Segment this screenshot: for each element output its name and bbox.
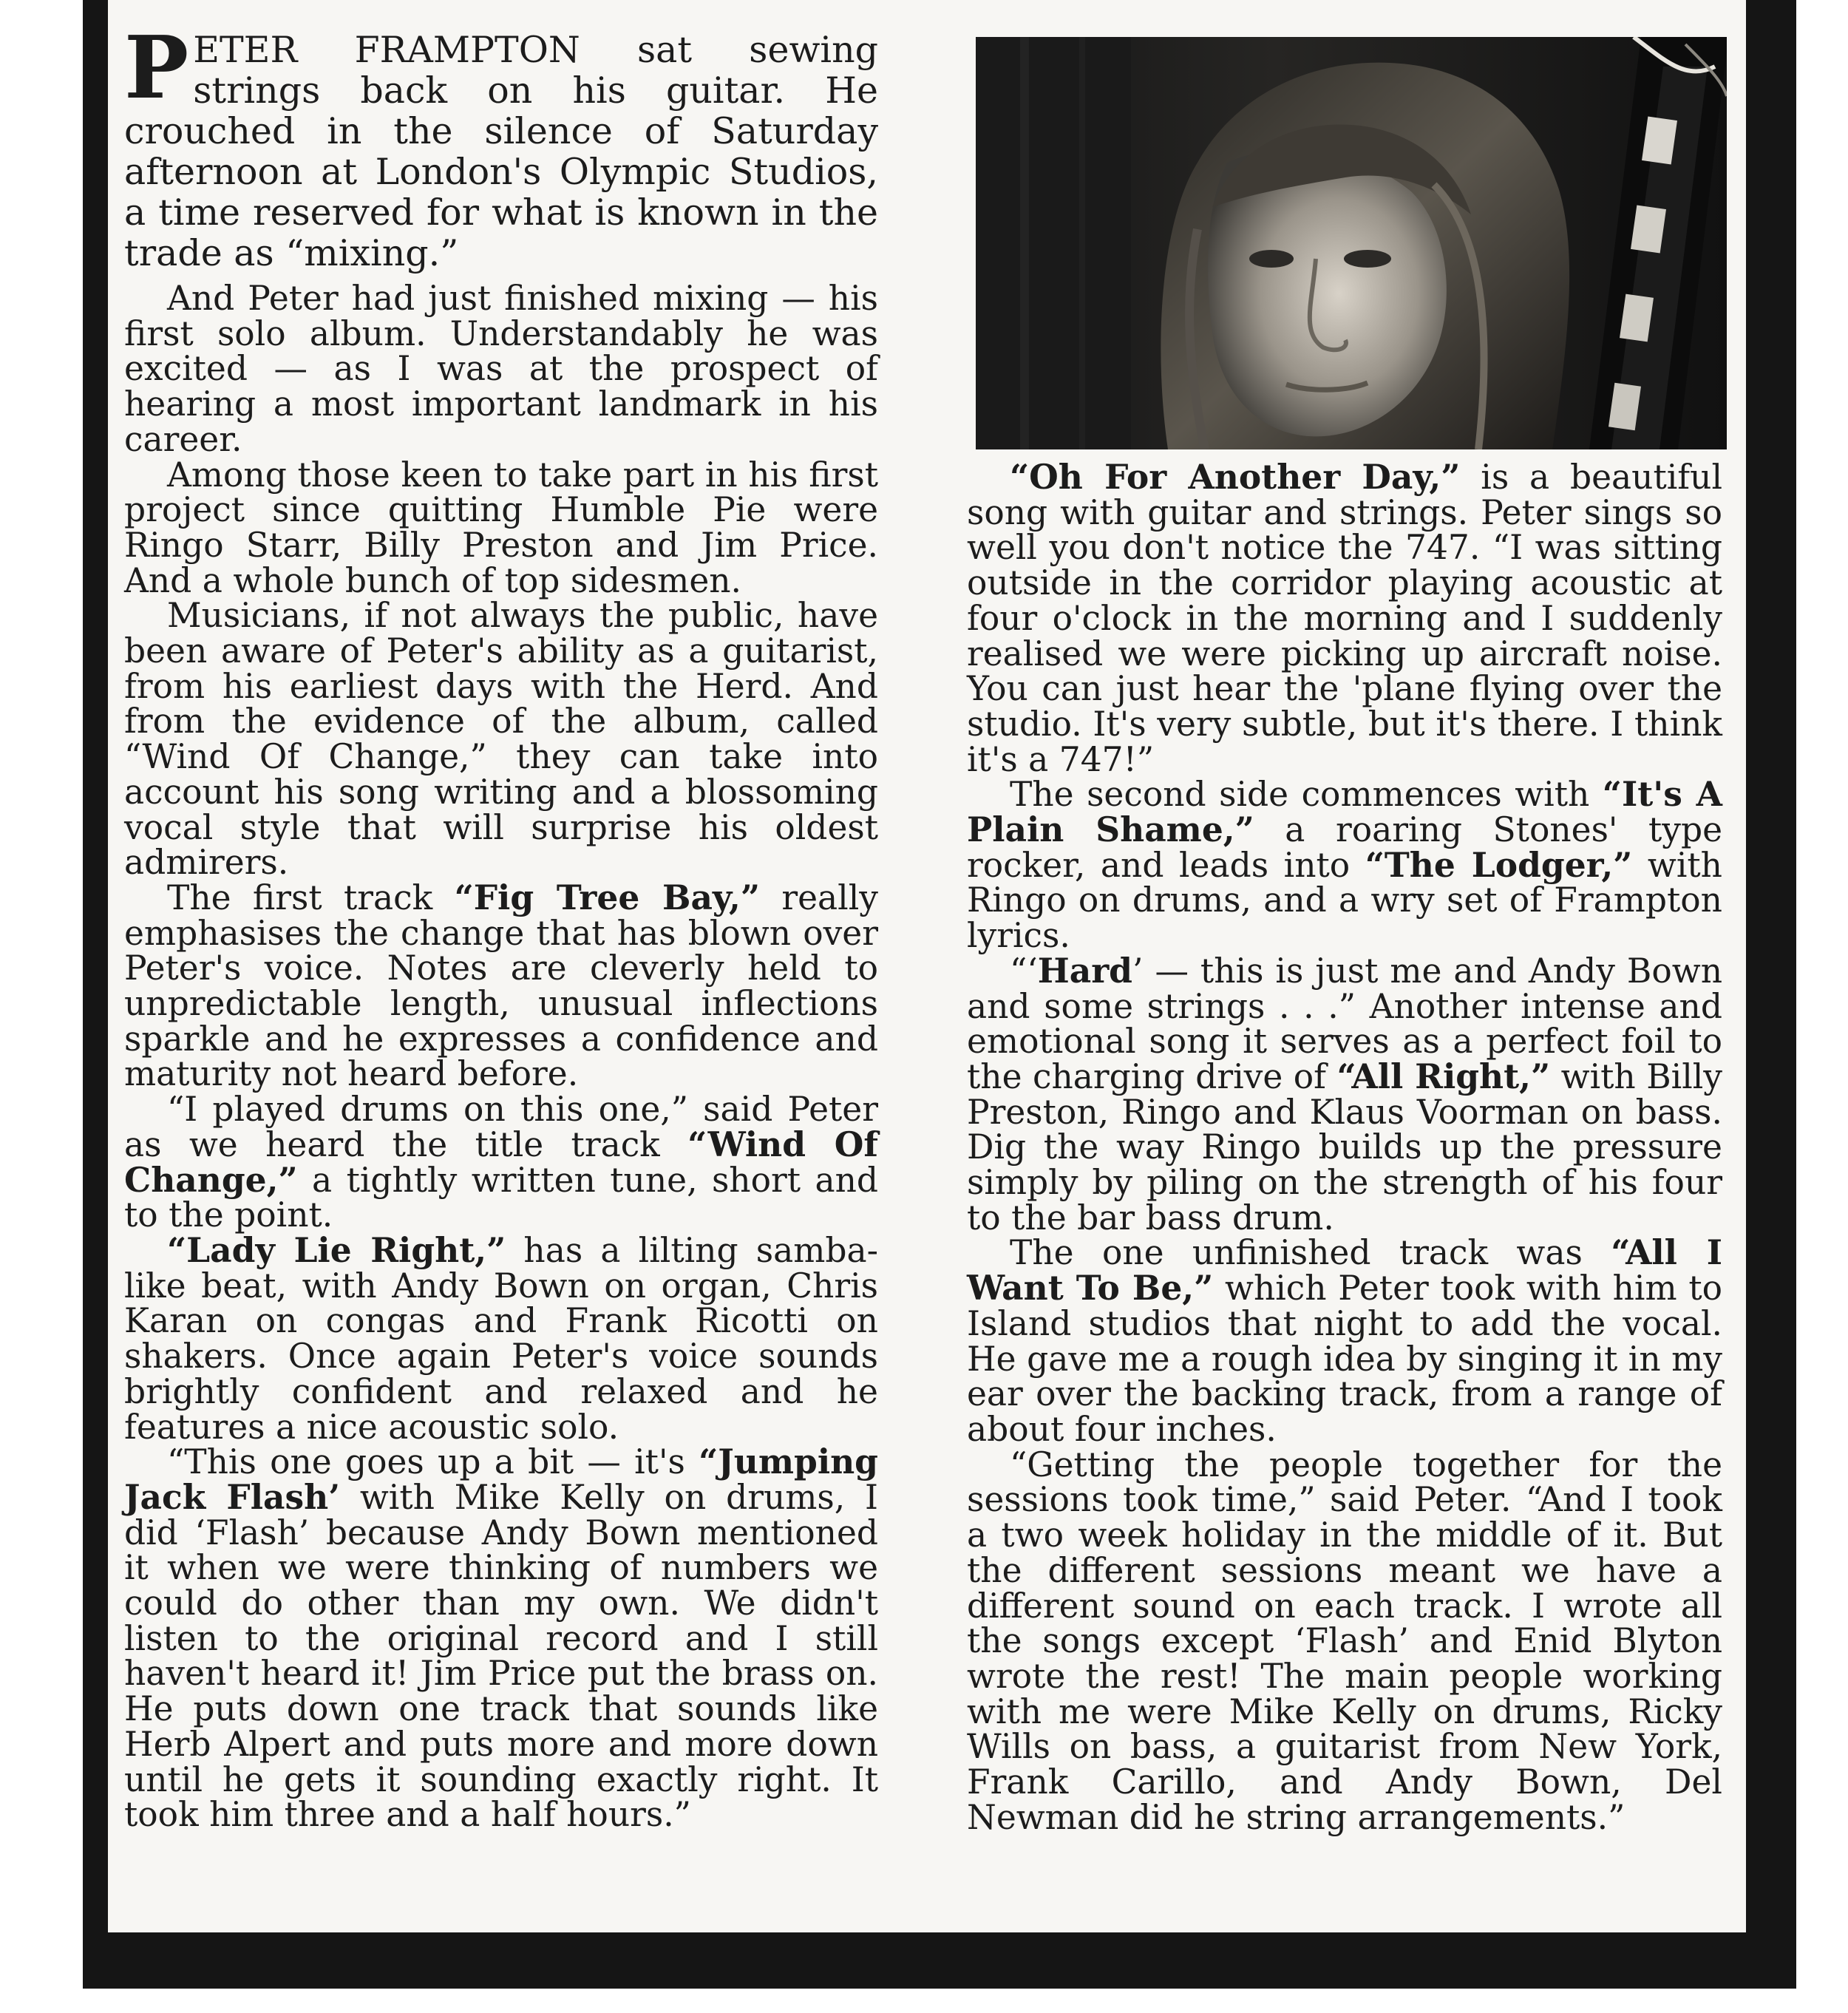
- track-title: “Jumping Jack Flash’: [124, 1442, 878, 1517]
- article-paragraph: [124, 18, 878, 274]
- portrait-image: [976, 37, 1727, 449]
- track-title: “All Right,”: [1336, 1056, 1551, 1096]
- article-paragraph: [124, 1092, 878, 1233]
- article-paragraph: And Peter had just finished mixing — his first solo album. Understandably he was excited — as I was at the prospect of hearing a most important landmark in his career.: [124, 279, 878, 459]
- track-title: “The Lodger,”: [1365, 844, 1633, 885]
- article-column-right: [967, 457, 1723, 1837]
- paragraph-text: The first track: [167, 877, 455, 917]
- article-paragraph: [967, 950, 1722, 1238]
- track-title: “Wind Of Change,”: [124, 1124, 878, 1200]
- paragraph-text: with Ringo on drums, and a wry set of Frampton lyrics.: [967, 845, 1722, 956]
- paragraph-text: “‘: [1010, 951, 1038, 991]
- paragraph-text: is a beautiful song with guitar and strings. Peter sings so well you don't notice the 747. “I was sitting outside in the corridor playing acoustic at four o'clock in the morning and I suddenly realised we were picking up aircraft noise. You can just hear the 'plane flying over the studio. It's very subtle, but it's there. I think it's a 747!”: [967, 458, 1723, 779]
- article-paragraph: Musicians, if not always the public, have been aware of Peter's ability as a guitarist, from his earliest days with the Herd. And from the evidence of the album, called “Wind Of Change,” they can take into account his song writing and a blossoming vocal style that will surprise his oldest admirers.: [124, 596, 878, 883]
- track-title: “It's A Plain Shame,”: [967, 774, 1722, 850]
- drop-cap: P: [124, 18, 189, 118]
- article-paragraph: [967, 774, 1722, 956]
- paragraph-text: with Billy Preston, Ringo and Klaus Voorman on bass. Dig the way Ringo builds up the pressure simply by piling on the strength of his four to the bar bass drum.: [967, 1056, 1722, 1238]
- article-paragraph: [967, 1232, 1722, 1449]
- paragraph-text: The second side commences with: [1010, 775, 1603, 815]
- paragraph-text: which Peter took with him to Island studios that night to add the vocal. He gave me a rough idea by singing it in my ear over the backing track, from a range of about four inches.: [967, 1269, 1722, 1449]
- article-paragraph: [124, 877, 878, 1094]
- paragraph-text: “This one goes up a bit — it's: [167, 1442, 699, 1482]
- article-paragraph: [967, 457, 1723, 779]
- article-column-left: [124, 18, 879, 1835]
- paragraph-text: ’ — this is just me and Andy Bown and some strings . . .” Another intense and emotional song it serves as a perfect foil to the charging drive of: [967, 951, 1722, 1096]
- track-title: “All I Want To Be,”: [967, 1232, 1722, 1308]
- article-paragraph: [124, 1229, 879, 1447]
- paragraph-text: “I played drums on this one,” said Peter as we heard the title track: [124, 1090, 878, 1164]
- paragraph-text: a roaring Stones' type rocker, and leads into: [967, 810, 1722, 885]
- article-paragraph: [124, 1442, 878, 1835]
- paragraph-text: with Mike Kelly on drums, I did ‘Flash’ because Andy Bown mentioned it when we were thinking of numbers we could do other than my own. We didn't listen to the original record and I still haven't heard it! Jim Price put the brass on. He puts down one track that sounds like Herb Alpert and puts more and more down until he gets it sounding exactly right. It took him three and a half hours.”: [124, 1477, 878, 1835]
- track-title: “Oh For Another Day,”: [1010, 457, 1461, 497]
- paragraph-text: ETER FRAMPTON sat sewing strings back on his guitar. He crouched in the silence of Saturday afternoon at London's Olympic Studios, a time reserved for what is known in the trade as “mixing.”: [124, 29, 878, 274]
- paragraph-text: really emphasises the change that has blown over Peter's voice. Notes are cleverly held to unpredictable length, unusual inflections sparkle and he expresses a confidence and maturity not heard before.: [124, 877, 878, 1094]
- article-paragraph: “Getting the people together for the sessions took time,” said Peter. “And I took a two week holiday in the middle of it. But the different sessions meant we have a different sound on each track. I wrote all the songs except ‘Flash’ and Enid Blyton wrote the rest! The main people working with me were Mike Kelly on drums, Ricky Wills on bass, a guitarist from New York, Frank Carillo, and Andy Bown, Del Newman did he string arrangements.”: [967, 1445, 1722, 1837]
- track-title: “Fig Tree Bay,”: [454, 877, 761, 917]
- paragraph-text: The one unfinished track was: [1010, 1233, 1611, 1273]
- paragraph-text: has a lilting samba-like beat, with Andy Bown on organ, Chris Karan on congas and Frank Ricotti on shakers. Once again Peter's voice sounds brightly confident and relaxed and he features a nice acoustic solo.: [124, 1230, 879, 1447]
- track-title: Hard: [1037, 950, 1132, 991]
- track-title: “Lady Lie Right,”: [167, 1229, 506, 1270]
- article-paragraph: Among those keen to take part in his first project since quitting Humble Pie were Ringo Starr, Billy Preston and Jim Price. And a whole bunch of top sidesmen.: [124, 455, 878, 600]
- photo-peter-frampton: [976, 37, 1727, 449]
- paragraph-text: a tightly written tune, short and to the point.: [124, 1160, 878, 1235]
